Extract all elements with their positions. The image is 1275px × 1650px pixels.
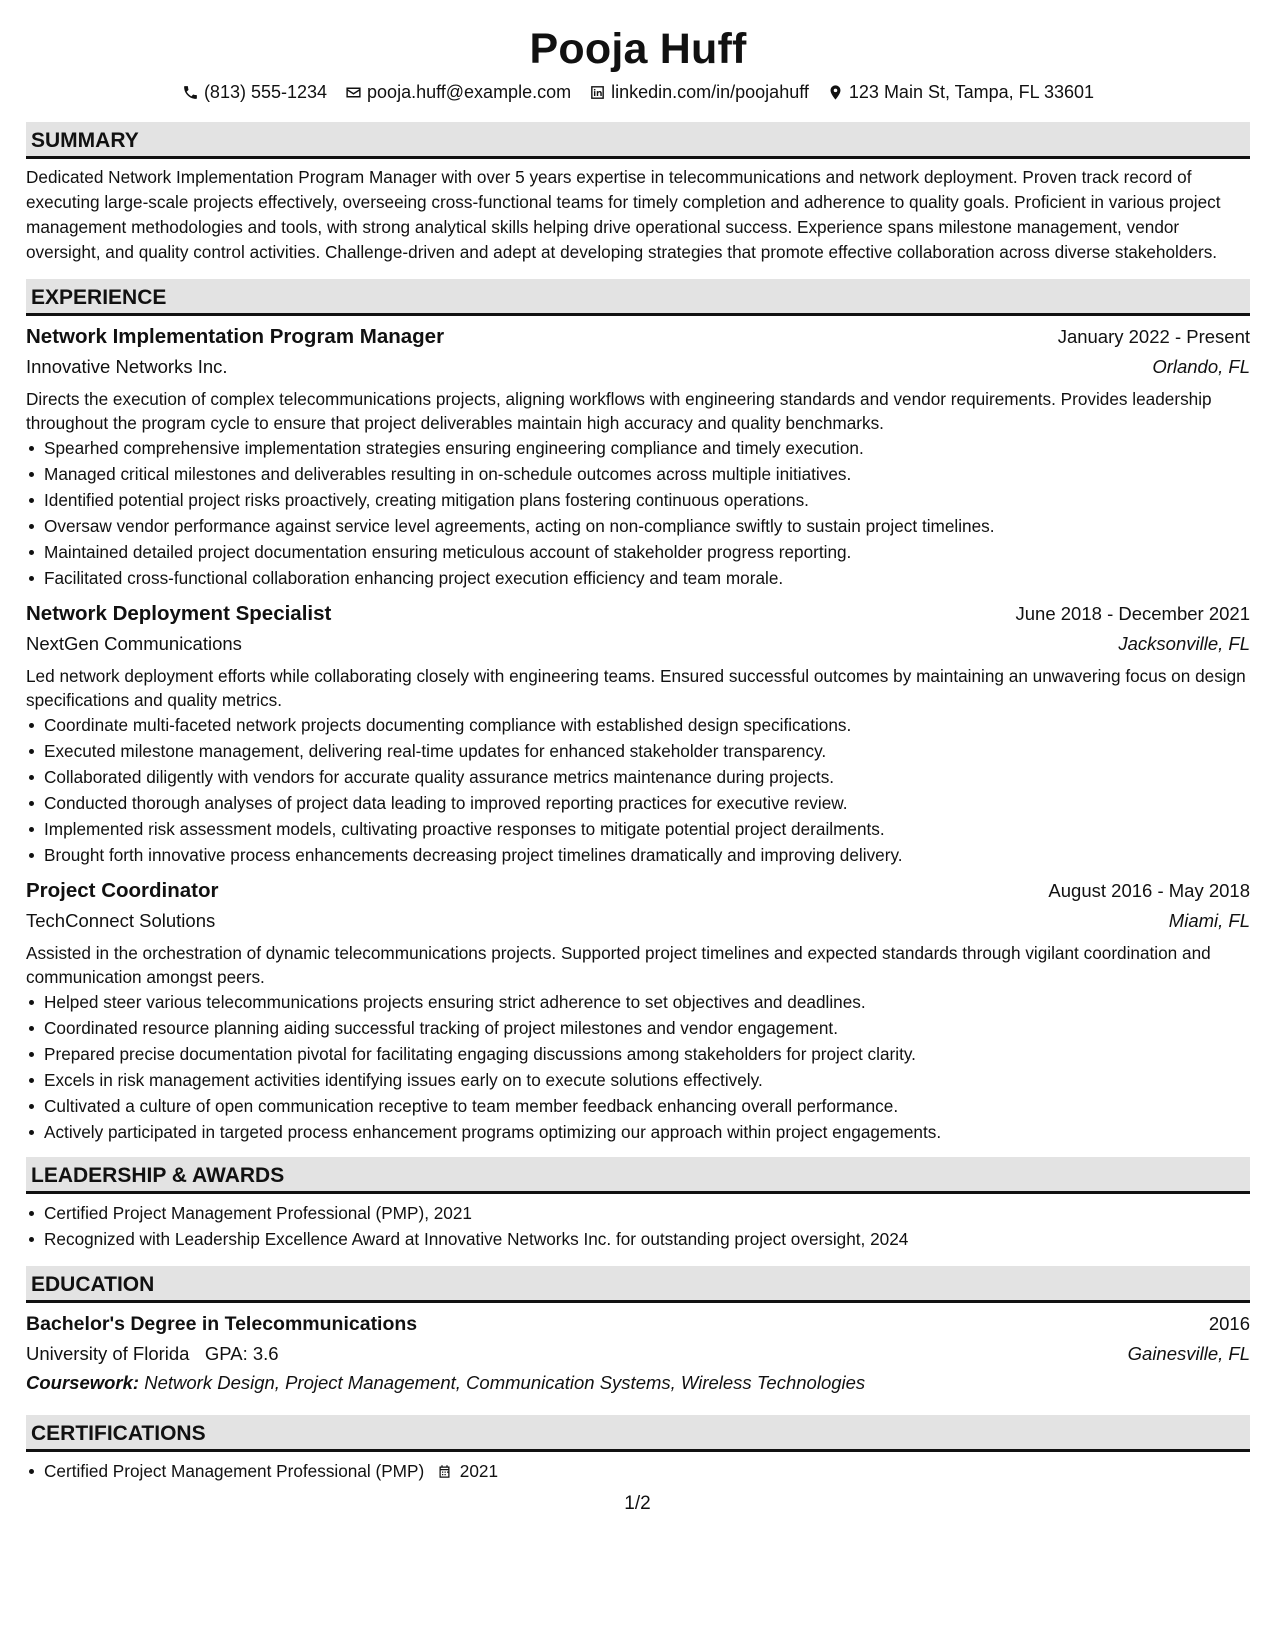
certification-name: Certified Project Management Professional (PMP) — [44, 1461, 425, 1481]
list-item: Maintained detailed project documentation ensuring meticulous account of stakeholder progress reporting. — [44, 539, 1250, 565]
list-item: Certified Project Management Professional (PMP), 2021 — [44, 1200, 1250, 1226]
list-item: Facilitated cross-functional collaboration enhancing project execution efficiency and team morale. — [44, 565, 1250, 591]
linkedin-text: linkedin.com/in/poojahuff — [611, 81, 809, 102]
school-location: Gainesville, FL — [1127, 1343, 1250, 1364]
job-title: Project Coordinator — [26, 879, 219, 902]
map-pin-icon — [827, 84, 844, 101]
email-text: pooja.huff@example.com — [367, 81, 572, 102]
job-title: Network Deployment Specialist — [26, 602, 332, 625]
education-entry — [26, 1309, 1250, 1397]
summary-text: Dedicated Network Implementation Program Manager with over 5 years expertise in telecommunications and network deployment. Proven track record of executing large-scale projects effectively, overseeing cross-functional teams for timely completion and adherence to quality goals. Proficient in various project management methodologies and tools, with strong analytical skills helping drive operational success. Experience spans milestone management, vendor oversight, and quality control activities. Challenge-driven and adept at developing strategies that promote effective collaboration across diverse stakeholders. — [26, 167, 1221, 262]
list-item: Coordinated resource planning aiding successful tracking of project milestones and vendor engagement. — [44, 1015, 1250, 1041]
list-item: Cultivated a culture of open communication receptive to team member feedback enhancing overall performance. — [44, 1093, 1250, 1119]
job-entry — [26, 599, 1250, 868]
list-item: Conducted thorough analyses of project data leading to improved reporting practices for executive review. — [44, 790, 1250, 816]
list-item — [44, 1458, 1250, 1486]
contact-email[interactable] — [345, 82, 571, 103]
job-location: Jacksonville, FL — [1118, 633, 1250, 654]
summary-heading: SUMMARY — [26, 122, 1250, 159]
job-bullets — [26, 712, 1250, 868]
calendar-icon — [437, 1460, 452, 1486]
awards-heading: LEADERSHIP & AWARDS — [26, 1157, 1250, 1194]
list-item: Actively participated in targeted process enhancement programs optimizing our approach within project engagements. — [44, 1119, 1250, 1145]
certifications-list — [26, 1458, 1250, 1486]
list-item: Helped steer various telecommunications projects ensuring strict adherence to set objectives and deadlines. — [44, 989, 1250, 1015]
list-item: Managed critical milestones and deliverables resulting in on-schedule outcomes across multiple initiatives. — [44, 461, 1250, 487]
list-item: Collaborated diligently with vendors for accurate quality assurance metrics maintenance during projects. — [44, 764, 1250, 790]
linkedin-icon — [589, 84, 606, 101]
job-bullets — [26, 989, 1250, 1145]
contact-phone — [182, 82, 327, 103]
job-title: Network Implementation Program Manager — [26, 325, 445, 348]
phone-text: (813) 555-1234 — [203, 81, 328, 102]
resume-page — [26, 0, 1250, 1486]
candidate-name: Pooja Huff — [529, 25, 747, 73]
envelope-icon — [345, 84, 362, 101]
job-entry — [26, 876, 1250, 1145]
list-item: Excels in risk management activities identifying issues early on to execute solutions effectively. — [44, 1067, 1250, 1093]
list-item: Brought forth innovative process enhancements decreasing project timelines dramatically and improving delivery. — [44, 842, 1250, 868]
education-heading: EDUCATION — [26, 1266, 1250, 1303]
awards-list — [26, 1200, 1250, 1252]
list-item: Implemented risk assessment models, cultivating proactive responses to mitigate potential project derailments. — [44, 816, 1250, 842]
list-item: Recognized with Leadership Excellence Award at Innovative Networks Inc. for outstanding project oversight, 2024 — [44, 1226, 1250, 1252]
job-dates: January 2022 - Present — [1057, 326, 1250, 347]
gpa: GPA: 3.6 — [204, 1343, 279, 1364]
list-item: Spearhed comprehensive implementation strategies ensuring engineering compliance and timely execution. — [44, 435, 1250, 461]
page-number: 1/2 — [624, 1493, 651, 1514]
list-item: Coordinate multi-faceted network projects documenting compliance with established design specifications. — [44, 712, 1250, 738]
list-item: Executed milestone management, delivering real-time updates for enhanced stakeholder transparency. — [44, 738, 1250, 764]
job-bullets — [26, 435, 1250, 591]
list-item: Oversaw vendor performance against service level agreements, acting on non-compliance swiftly to sustain project timelines. — [44, 513, 1250, 539]
contact-linkedin[interactable] — [589, 82, 809, 103]
coursework — [26, 1368, 1250, 1397]
phone-icon — [182, 84, 199, 101]
job-location: Orlando, FL — [1152, 356, 1250, 377]
job-description: Assisted in the orchestration of dynamic telecommunications projects. Supported project timelines and expected standards through vigilant coordination and communication amongst peers. — [26, 943, 1211, 987]
list-item: Prepared precise documentation pivotal for facilitating engaging discussions among stakeholders for project clarity. — [44, 1041, 1250, 1067]
job-company: Innovative Networks Inc. — [26, 356, 228, 377]
job-entry — [26, 322, 1250, 591]
contact-bar — [26, 80, 1250, 104]
job-location: Miami, FL — [1168, 910, 1250, 931]
coursework-list: Network Design, Project Management, Communication Systems, Wireless Technologies — [144, 1372, 866, 1393]
certification-year: 2021 — [459, 1461, 499, 1481]
certifications-heading: CERTIFICATIONS — [26, 1415, 1250, 1452]
job-dates: August 2016 - May 2018 — [1048, 880, 1250, 901]
graduation-year: 2016 — [1208, 1313, 1250, 1334]
coursework-label: Coursework: — [26, 1372, 140, 1393]
job-description: Directs the execution of complex telecommunications projects, aligning workflows with engineering standards and vendor requirements. Provides leadership throughout the program cycle to ensure that project deliverables maintain high accuracy and quality benchmarks. — [26, 389, 1212, 433]
degree-title: Bachelor's Degree in Telecommunications — [26, 1313, 418, 1335]
job-company: NextGen Communications — [26, 633, 242, 654]
experience-heading: EXPERIENCE — [26, 279, 1250, 316]
contact-address — [827, 82, 1094, 103]
job-description: Led network deployment efforts while collaborating closely with engineering teams. Ensured successful outcomes by maintaining an unwavering focus on design specifications and quality metrics. — [26, 666, 1246, 710]
school-name: University of Florida — [26, 1343, 190, 1364]
address-text: 123 Main St, Tampa, FL 33601 — [848, 81, 1095, 102]
job-dates: June 2018 - December 2021 — [1015, 603, 1250, 624]
list-item: Identified potential project risks proactively, creating mitigation plans fostering continuous operations. — [44, 487, 1250, 513]
job-company: TechConnect Solutions — [26, 910, 216, 931]
